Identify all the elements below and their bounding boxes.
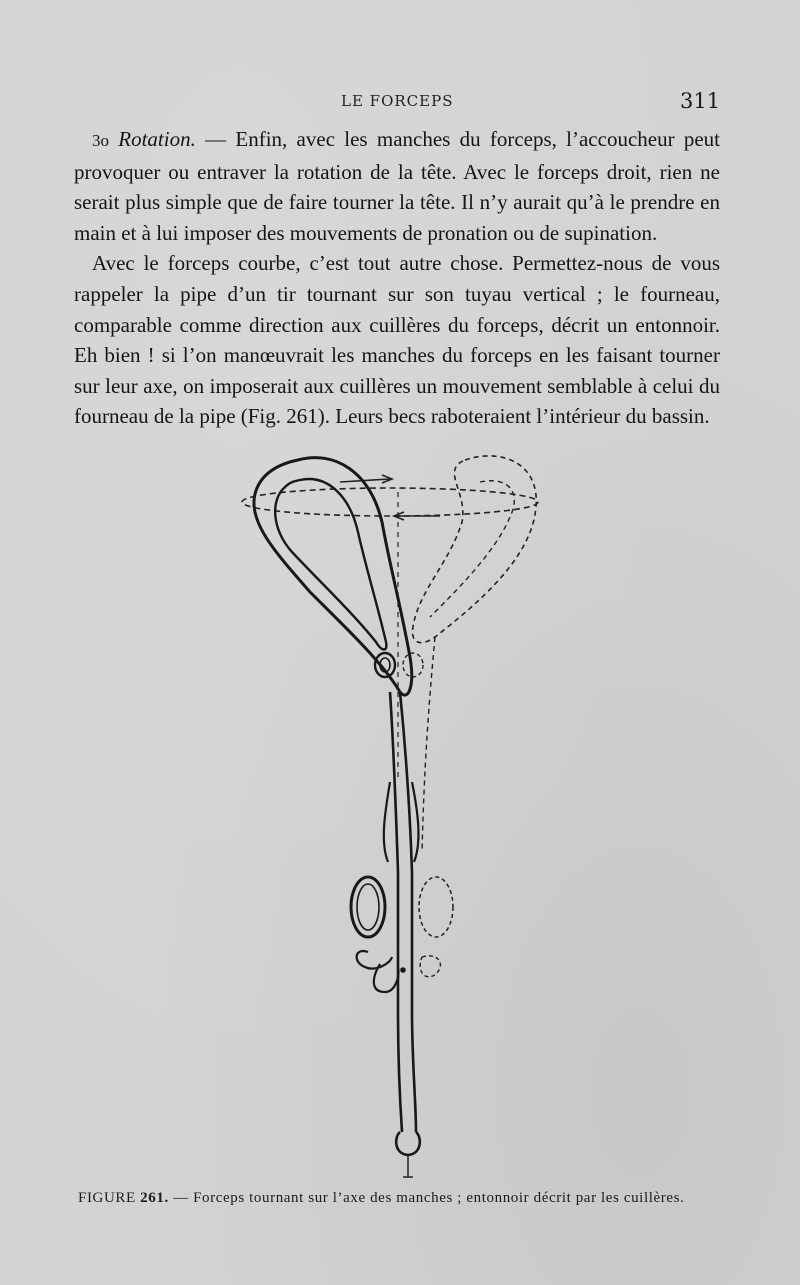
finger-ring [351, 877, 385, 937]
pivot-pin [400, 967, 406, 973]
paragraph-1-body: — Enfin, avec les manches du forceps, l’accoucheur peut provoquer ou entraver la rotation de la tête. Avec le forceps droit, rien ne serait plus simple que de faire tourner la tête. Il n’y aurait qu’à le prendre en main et à lui imposer des mouvements de pronation ou de supination. [74, 127, 721, 245]
rotated-handle-ring [419, 877, 453, 937]
prong-right [412, 782, 418, 862]
forceps-illustration [240, 452, 560, 1182]
handle-end [396, 1132, 420, 1155]
section-title: Rotation. [118, 127, 196, 151]
forceps-blade-window [275, 479, 386, 649]
lock-ring [375, 653, 395, 677]
wing-screw [357, 951, 392, 969]
rotated-wing-screw [420, 956, 440, 977]
rotated-blade-inner [430, 481, 514, 617]
rotated-blade-outline [412, 456, 536, 643]
caption-number: 261. [140, 1190, 169, 1206]
wing-screw-lower [374, 964, 399, 992]
paragraph-rotation [74, 124, 720, 248]
running-title: LE FORCEPS [341, 92, 454, 110]
body-text [74, 124, 720, 432]
rotated-shank [422, 637, 435, 852]
caption-label: FIGURE [78, 1190, 136, 1206]
section-number: 3o [92, 131, 109, 150]
prong-left [384, 782, 390, 862]
caption-text: — Forceps tournant sur l’axe des manches ; entonnoir décrit par les cuillères. [168, 1190, 685, 1206]
figure-caption [78, 1190, 738, 1207]
finger-ring-inner [357, 884, 379, 930]
forceps-figure [240, 452, 560, 1182]
paragraph-2: Avec le forceps courbe, c’est tout autre chose. Permettez-nous de vous rappeler la pipe d’un tir tournant sur son tuyau vertical ; le fourneau, comparable comme direction aux cuillères du forceps, décrit un entonnoir. Eh bien ! si l’on manœuvrait les manches du forceps en les faisant tourner sur leur axe, on imposerait aux cuillères un mouvement semblable à celui du fourneau de la pipe (Fig. 261). Leurs becs raboteraient l’intérieur du bassin. [74, 251, 720, 429]
funnel-rim [242, 488, 538, 516]
forceps-shank-right [400, 692, 416, 1132]
running-head [0, 89, 800, 116]
page-number: 311 [680, 89, 721, 113]
forceps-shank-left [390, 692, 402, 1132]
